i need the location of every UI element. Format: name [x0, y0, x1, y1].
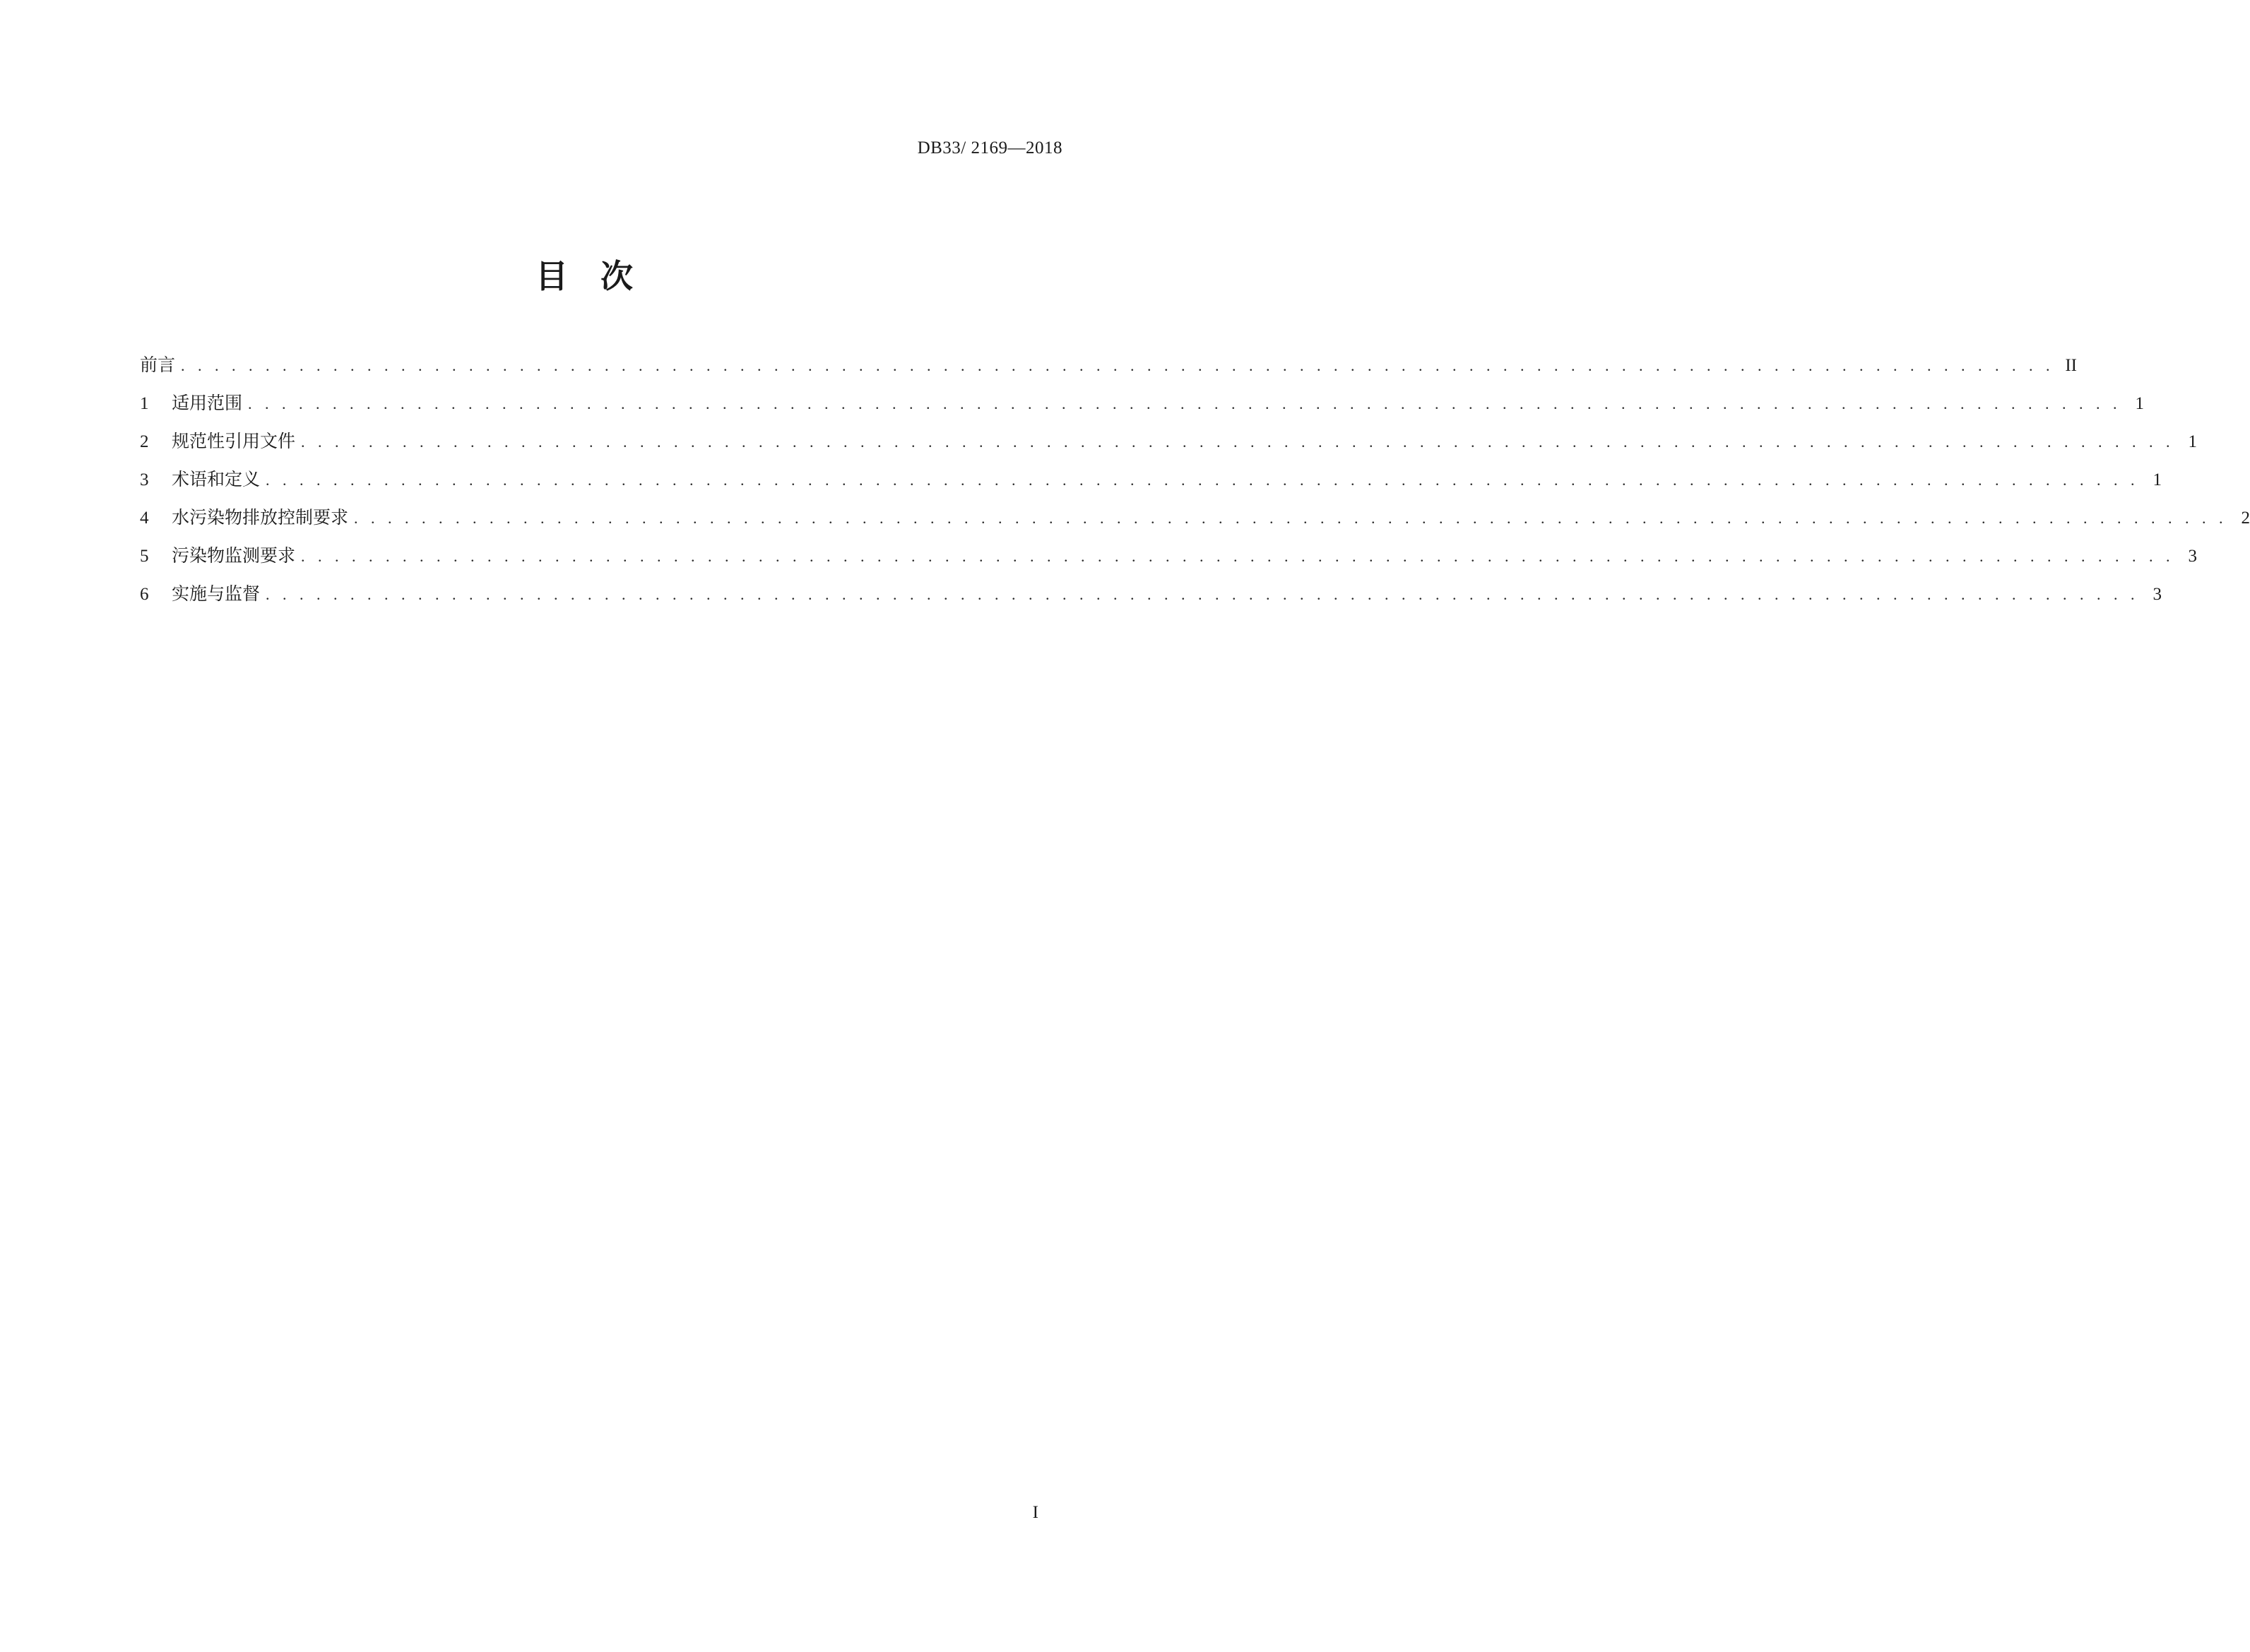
toc-entry-page: 1	[2188, 432, 2198, 451]
toc-entry-terms-definitions[interactable]	[140, 460, 2162, 499]
toc-leader-dots: . . . . . . . . . . . . . . . . . . . . . . . . . . . . . . . . . . . . . . . . . . . . . . . . . . . . . . . . . . . . . . . . . . . . . . . . . . . . . . . . . . . . . . . . . . . . . . . . . . . . . . . . . . . . . . .	[266, 586, 2140, 603]
toc-entry-number: 4	[140, 509, 149, 528]
toc-entry-label: 适用范围	[172, 393, 243, 413]
toc-entry-number: 6	[140, 585, 149, 604]
toc-entry-page: 2	[2241, 509, 2250, 528]
toc-entry-label: 水污染物排放控制要求	[172, 507, 349, 528]
toc-entry-label: 实施与监督	[172, 583, 261, 604]
toc-entry-number: 5	[140, 547, 149, 566]
toc-entry-number: 3	[140, 470, 149, 489]
toc-entry-page: II	[2065, 356, 2078, 375]
toc-entry-foreword[interactable]	[140, 346, 2078, 384]
toc-leader-dots: . . . . . . . . . . . . . . . . . . . . . . . . . . . . . . . . . . . . . . . . . . . . . . . . . . . . . . . . . . . . . . . . . . . . . . . . . . . . . . . . . . . . . . . . . . . . . . . . . . . . . . . . . . . . . . .	[248, 395, 2122, 412]
toc-entry-discharge-control[interactable]	[140, 499, 2250, 537]
page-number: I	[1032, 1503, 1038, 1522]
document-number: DB33/ 2169—2018	[917, 138, 1062, 158]
toc-entry-number: 2	[140, 432, 149, 451]
toc-entry-page: 1	[2135, 394, 2145, 413]
toc-entry-page: 3	[2188, 547, 2198, 566]
toc-entry-number: 1	[140, 394, 149, 413]
toc-entry-page: 3	[2153, 585, 2162, 604]
toc-entry-label: 前言	[140, 355, 176, 375]
toc-leader-dots: . . . . . . . . . . . . . . . . . . . . . . . . . . . . . . . . . . . . . . . . . . . . . . . . . . . . . . . . . . . . . . . . . . . . . . . . . . . . . . . . . . . . . . . . . . . . . . . . . . . . . . . . . . . . . . .	[266, 471, 2140, 489]
toc-entry-page: 1	[2153, 470, 2162, 489]
toc-leader-dots: . . . . . . . . . . . . . . . . . . . . . . . . . . . . . . . . . . . . . . . . . . . . . . . . . . . . . . . . . . . . . . . . . . . . . . . . . . . . . . . . . . . . . . . . . . . . . . . . . . . . . . . . . . . . . . .	[301, 433, 2175, 451]
toc-entry-scope[interactable]	[140, 384, 2145, 422]
toc-entry-label: 规范性引用文件	[172, 431, 296, 451]
page-title: 目次	[535, 257, 665, 295]
toc-entry-label: 污染物监测要求	[172, 545, 296, 566]
table-of-contents	[140, 346, 2250, 613]
toc-entry-implementation[interactable]	[140, 575, 2162, 613]
toc-leader-dots: . . . . . . . . . . . . . . . . . . . . . . . . . . . . . . . . . . . . . . . . . . . . . . . . . . . . . . . . . . . . . . . . . . . . . . . . . . . . . . . . . . . . . . . . . . . . . . . . . . . . . . . . . . . . . . .	[301, 547, 2175, 565]
toc-leader-dots: . . . . . . . . . . . . . . . . . . . . . . . . . . . . . . . . . . . . . . . . . . . . . . . . . . . . . . . . . . . . . . . . . . . . . . . . . . . . . . . . . . . . . . . . . . . . . . . . . . . . . . . . . . . . . . .	[354, 509, 2228, 527]
toc-entry-monitoring[interactable]	[140, 537, 2198, 575]
toc-entry-label: 术语和定义	[172, 469, 261, 489]
toc-entry-normative-references[interactable]	[140, 422, 2198, 460]
toc-leader-dots: . . . . . . . . . . . . . . . . . . . . . . . . . . . . . . . . . . . . . . . . . . . . . . . . . . . . . . . . . . . . . . . . . . . . . . . . . . . . . . . . . . . . . . . . . . . . . . . . . . . . . . . . . . . . . . .	[181, 357, 2055, 374]
